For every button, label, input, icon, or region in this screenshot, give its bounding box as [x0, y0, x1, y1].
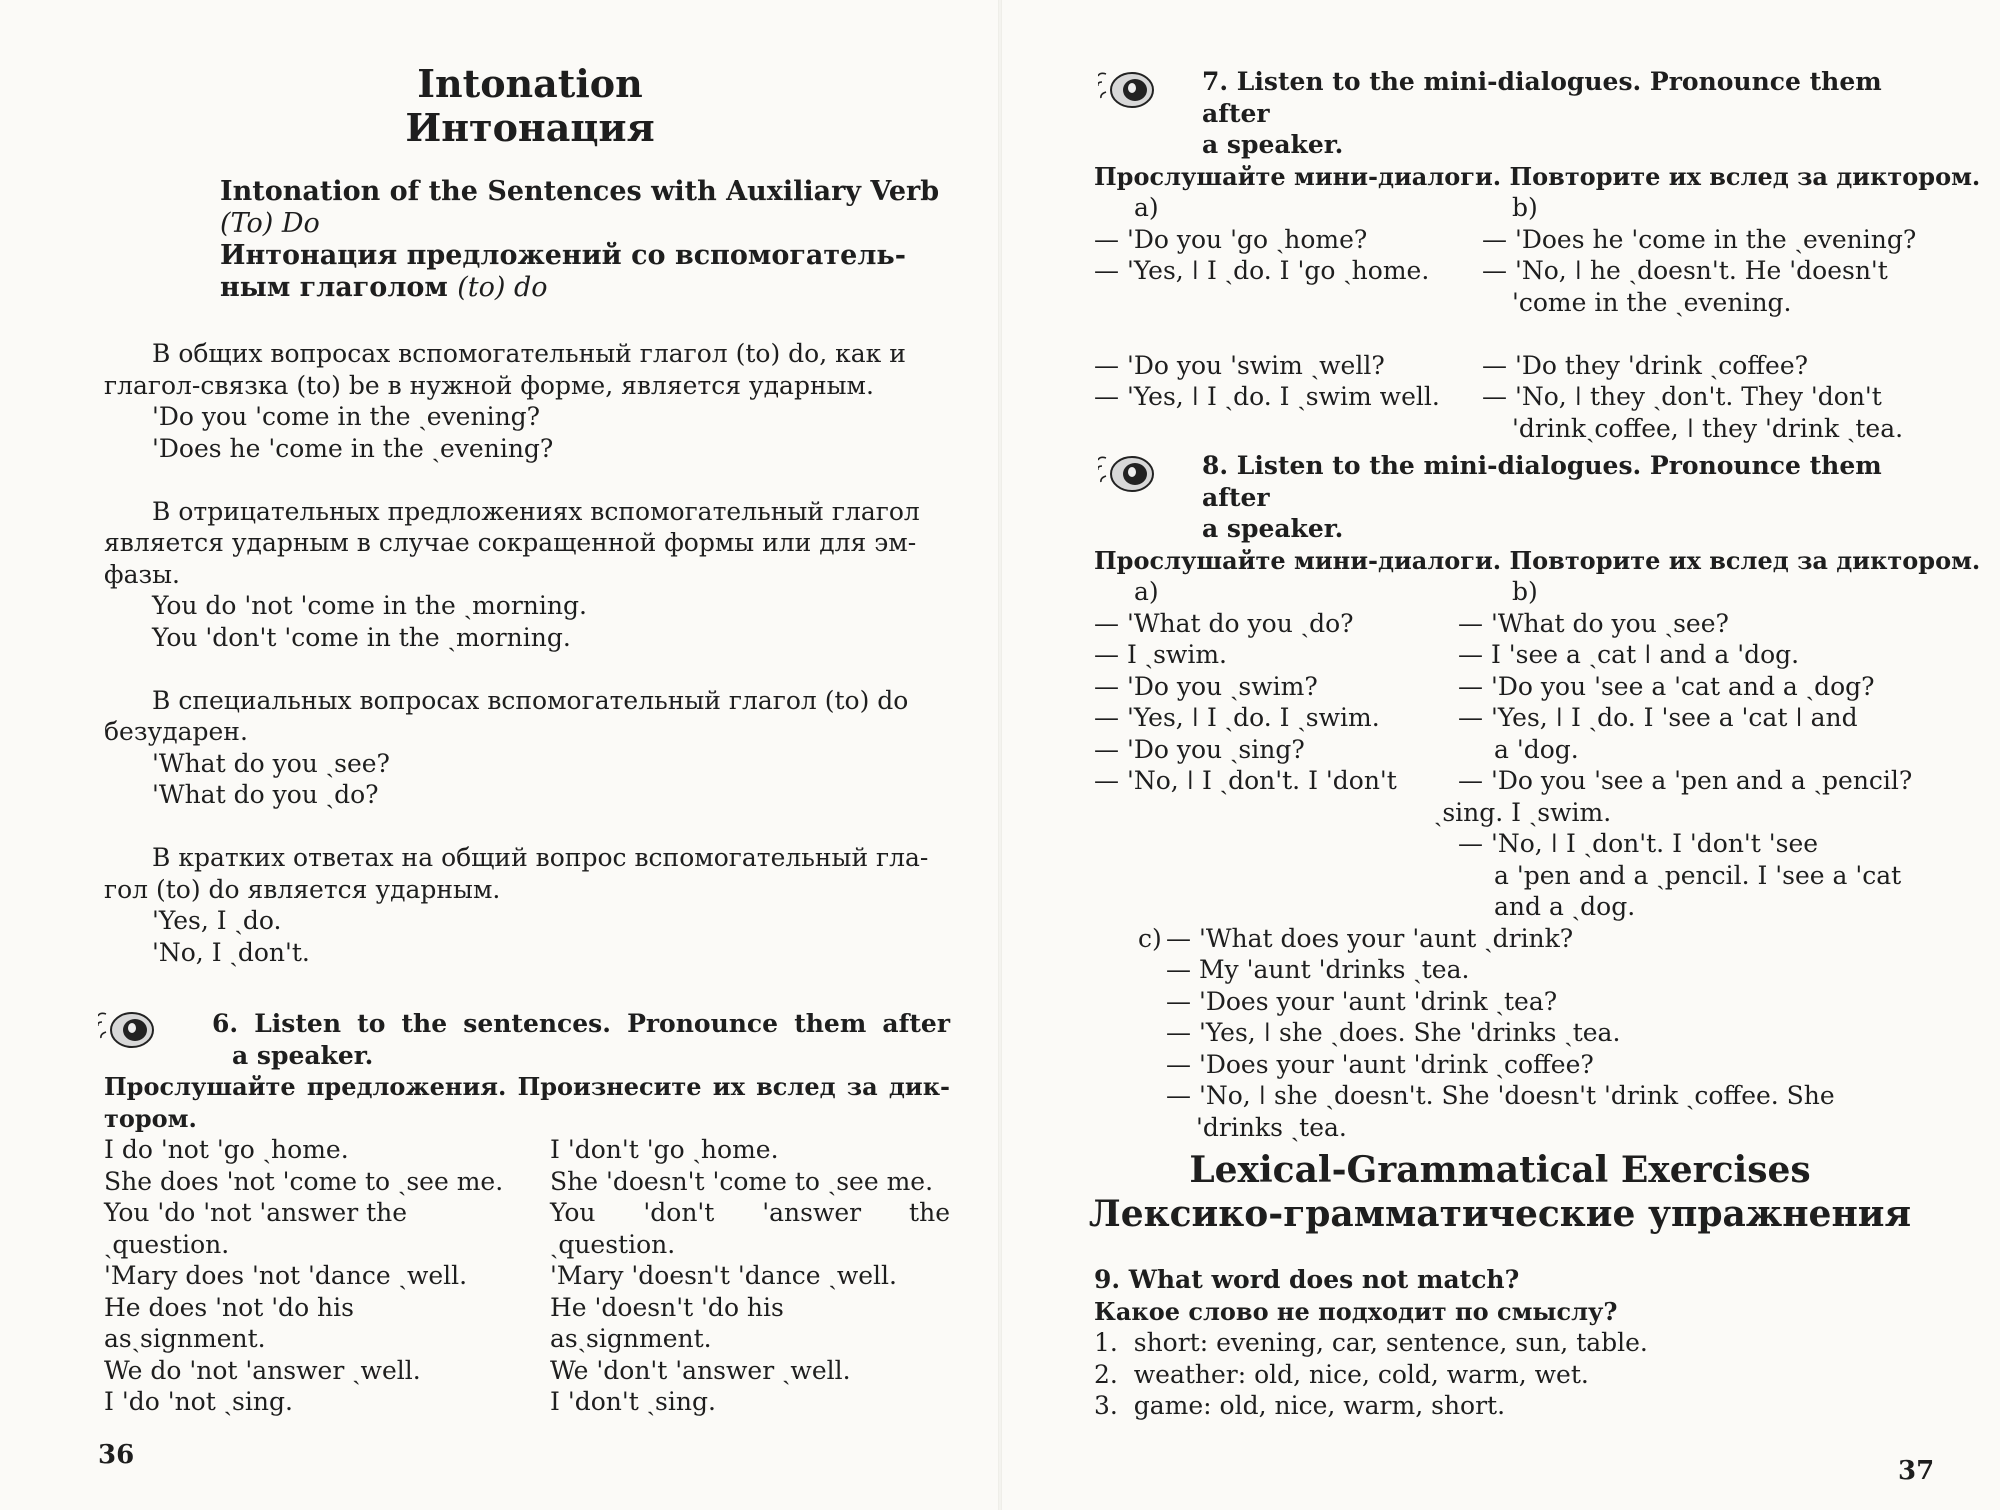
rule-text: является ударным в случае сокращенной формы или для эм-	[104, 528, 917, 557]
dialogue-line: — 'Do you 'swim ˏwell?	[1094, 350, 1385, 380]
dialogue-line: — 'Yes, ǀ she ˎdoes. She 'drinks ˎtea.	[1166, 1018, 1621, 1047]
example-sentence: 'Yes, I ˎdo.	[152, 906, 282, 935]
section-subtitle	[220, 176, 940, 304]
exercise-8-part-c	[1094, 923, 1936, 1144]
exercise-heading: a speaker.	[232, 1040, 374, 1070]
example-sentence: 'Do you 'come in the ˏevening?	[152, 402, 541, 431]
exercise-heading: a speaker.	[1202, 514, 1344, 543]
dialogue-line: — 'No, ǀ I ˎdon't. I 'don't	[1094, 766, 1397, 795]
sentence-a: I do 'not 'go ˎhome.	[104, 1135, 349, 1164]
dialogue-line: 'drinks ˎtea.	[1196, 1112, 1347, 1142]
sentence-a: You 'do 'not 'answer the	[104, 1198, 408, 1227]
dialogue-line: — 'Do you ˏswim?	[1094, 671, 1318, 701]
example-sentence: You do 'not 'come in the ˎmorning.	[152, 591, 587, 620]
subtitle-text: ным глаголом	[220, 272, 448, 303]
exercise-heading: a speaker.	[1202, 130, 1344, 159]
dialogue-line: — 'Does your 'aunt 'drink ˏcoffee?	[1166, 1049, 1594, 1079]
sentence-b: ˎquestion.	[550, 1229, 676, 1259]
rule-text: безударен.	[104, 717, 248, 746]
exercise-heading: 9. What word does not match?	[1094, 1265, 1520, 1294]
dialogue-line: — 'No, ǀ he ˎdoesn't. He 'doesn't	[1482, 256, 1888, 285]
section-title-en: Lexical-Grammatical Exercises	[1189, 1149, 1811, 1191]
rule-text: гол (to) do является ударным.	[104, 874, 501, 904]
dialogue-line: — 'No, ǀ she ˎdoesn't. She 'doesn't 'drink ˎcoffee. She	[1166, 1081, 1835, 1110]
example-sentence: 'No, I ˎdon't.	[152, 937, 310, 967]
sentence-a: I 'do 'not ˎsing.	[104, 1387, 293, 1416]
dialogue-line: — 'Does he 'come in the ˏevening?	[1482, 224, 1917, 254]
column-a	[1094, 192, 1482, 444]
exercise-instruction-ru: Прослушайте мини-диалоги. Повторите их вслед за диктором.	[1094, 161, 1981, 191]
dialogue-line: — 'No, ǀ I ˎdon't. I 'don't 'see	[1458, 829, 1819, 858]
sentence-b: He 'doesn't 'do his	[550, 1292, 784, 1322]
sentence-a: We do 'not 'answer ˎwell.	[104, 1355, 421, 1385]
rule-text: В специальных вопросах вспомогательный глагол (to) do	[152, 685, 909, 715]
dialogue-line: — 'Does your 'aunt 'drink ˏtea?	[1166, 986, 1558, 1016]
dialogue-line: ˎsing. I ˎswim.	[1434, 797, 1612, 827]
dialogue-line: — 'What does your 'aunt ˎdrink?	[1166, 923, 1574, 953]
example-sentence: 'Does he 'come in the ˏevening?	[152, 433, 554, 463]
exercise-instruction-ru: Прослушайте мини-диалоги. Повторите их вслед за диктором.	[1094, 545, 1981, 575]
sentence-b: She 'doesn't 'come to ˎsee me.	[550, 1166, 934, 1196]
rule-text: В общих вопросах вспомогательный глагол (to) do, как и	[152, 339, 906, 368]
sentence-a: ˎquestion.	[104, 1229, 230, 1259]
rule-text: В отрицательных предложениях вспомогательный глагол	[152, 496, 920, 526]
column-a	[1094, 576, 1458, 923]
section-title	[1060, 1148, 1940, 1236]
column-b	[1434, 576, 1936, 923]
dialogue-line: — 'No, ǀ they ˎdon't. They 'don't	[1482, 382, 1882, 411]
dialogue-line: and a ˎdog.	[1494, 892, 1636, 921]
exercise-item: 3. game: old, nice, warm, short.	[1094, 1391, 1506, 1420]
subtitle-italic: (to) do	[457, 272, 548, 303]
sentence-b: asˎsignment.	[550, 1324, 712, 1353]
example-sentence: 'What do you ˎdo?	[152, 780, 379, 809]
column-label: c)	[1138, 923, 1162, 953]
column-a	[104, 1134, 550, 1418]
dialogue-line: — I ˎswim.	[1094, 640, 1227, 669]
column-label: a)	[1134, 193, 1159, 222]
sentence-b: I 'don't ˎsing.	[550, 1387, 716, 1416]
exercise-6-columns	[104, 1134, 950, 1418]
sentence-a: asˎsignment.	[104, 1324, 266, 1353]
sentence-b: 'Mary 'doesn't 'dance ˎwell.	[550, 1261, 897, 1290]
exercise-8	[1094, 450, 1981, 1143]
right-page	[1000, 0, 2000, 1510]
sentence-a: She does 'not 'come to ˎsee me.	[104, 1166, 504, 1196]
exercise-instruction-ru: тором.	[104, 1103, 197, 1133]
sentence-a: He does 'not 'do his	[104, 1292, 354, 1322]
example-sentence: 'What do you ˎsee?	[152, 748, 390, 778]
dialogue-line: — 'Yes, ǀ I ˎdo. I 'go ˎhome.	[1094, 256, 1430, 285]
exercise-8-columns	[1094, 576, 1936, 923]
page-number: 37	[1898, 1456, 1935, 1486]
column-b	[1482, 192, 1936, 444]
part-c-lines	[1166, 923, 1835, 1144]
dialogue-line: 'drinkˎcoffee, ǀ they 'drink ˎtea.	[1512, 413, 1904, 443]
column-label: a)	[1134, 577, 1159, 606]
dialogue-line: — 'Yes, ǀ I ˎdo. I 'see a 'cat ǀ and	[1458, 703, 1858, 732]
exercise-instruction-ru: Прослушайте предложения. Произнесите их вслед за дик-	[104, 1072, 950, 1101]
page-title	[0, 62, 1060, 150]
subtitle-line	[220, 272, 940, 304]
subtitle-line: (To) Do	[220, 208, 320, 239]
subtitle-line: Интонация предложений со вспомогатель-	[220, 240, 906, 271]
exercise-item: 1. short: evening, car, sentence, sun, table.	[1094, 1328, 1648, 1357]
sentence-b: I 'don't 'go ˎhome.	[550, 1135, 779, 1164]
dialogue-line: — 'Do they 'drink ˏcoffee?	[1482, 350, 1809, 380]
subtitle-line: Intonation of the Sentences with Auxiliary Verb	[220, 176, 940, 207]
exercise-7-columns	[1094, 192, 1936, 444]
page-number: 36	[98, 1440, 135, 1470]
dialogue-line: — 'Do you ˏsing?	[1094, 734, 1305, 764]
dialogue-line: a 'pen and a ˎpencil. I 'see a 'cat	[1494, 860, 1902, 890]
dialogue-line: — 'Yes, ǀ I ˎdo. I ˎswim.	[1094, 703, 1380, 732]
dialogue-line: 'come in the ˎevening.	[1512, 287, 1792, 317]
dialogue-line: a 'dog.	[1494, 734, 1579, 764]
sentence-a: 'Mary does 'not 'dance ˎwell.	[104, 1261, 468, 1290]
exercise-heading: 6. Listen to the sentences. Pronounce them after	[212, 1009, 950, 1038]
exercise-6	[104, 1008, 950, 1418]
dialogue-line: — 'Do you 'see a 'cat and a ˏdog?	[1458, 671, 1875, 701]
dialogue-line: — I 'see a ˏcat ǀ and a 'dog.	[1458, 640, 1800, 669]
sentence-b: We 'don't 'answer ˎwell.	[550, 1355, 851, 1385]
column-b	[550, 1134, 950, 1418]
rule-text: глагол-связка (to) be в нужной форме, является ударным.	[104, 370, 874, 400]
section-title-ru: Лексико-грамматические упражнения	[1088, 1193, 1912, 1235]
exercise-9	[1094, 1264, 1936, 1422]
column-label: b)	[1512, 193, 1538, 222]
exercise-7	[1094, 66, 1981, 444]
dialogue-line: — My 'aunt 'drinks ˎtea.	[1166, 955, 1470, 984]
dialogue-line: — 'Do you 'go ˏhome?	[1094, 224, 1368, 254]
dialogue-line: — 'Do you 'see a 'pen and a ˏpencil?	[1458, 766, 1913, 795]
exercise-heading: 7. Listen to the mini-dialogues. Pronounce them after	[1202, 67, 1882, 128]
example-sentence: You 'don't 'come in the ˎmorning.	[152, 622, 571, 652]
rule-text: В кратких ответах на общий вопрос вспомогательный гла-	[152, 843, 929, 872]
rule-text: фазы.	[104, 559, 180, 589]
title-ru: Интонация	[405, 105, 655, 150]
title-en: Intonation	[417, 61, 643, 106]
exercise-instruction-ru: Какое слово не подходит по смыслу?	[1094, 1296, 1618, 1326]
exercise-item: 2. weather: old, nice, cold, warm, wet.	[1094, 1359, 1589, 1389]
dialogue-line: — 'What do you ˎsee?	[1458, 608, 1729, 638]
exercise-heading: 8. Listen to the mini-dialogues. Pronounce them after	[1202, 451, 1882, 512]
column-label: b)	[1512, 577, 1538, 606]
sentence-b: You 'don't 'answer the	[550, 1198, 950, 1227]
dialogue-line: — 'What do you ˎdo?	[1094, 608, 1354, 638]
dialogue-line: — 'Yes, ǀ I ˎdo. I ˎswim well.	[1094, 382, 1440, 411]
theory-block	[104, 338, 950, 968]
